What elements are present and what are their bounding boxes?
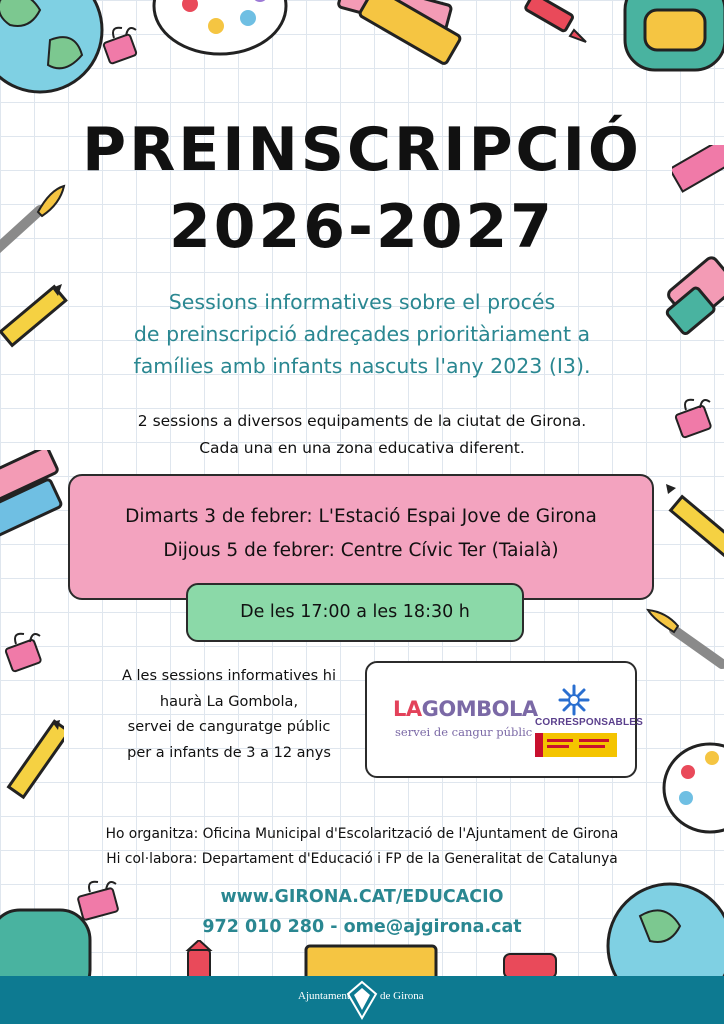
contact-info xyxy=(0,882,724,942)
page-title-line1: PREINSCRIPCIÓ xyxy=(82,115,642,185)
paintbrush-icon xyxy=(644,600,724,680)
website-link[interactable]: www.GIRONA.CAT/EDUCACIO xyxy=(220,887,504,907)
footer-label-right: de Girona xyxy=(380,990,424,1002)
phone-email[interactable]: 972 010 280 - ome@ajgirona.cat xyxy=(202,917,522,937)
corresponsables-label: CORRESPONSABLES xyxy=(535,717,644,728)
subtitle xyxy=(60,286,664,382)
binder-clip-icon xyxy=(672,394,722,444)
eraser-icon xyxy=(662,250,724,340)
lagombola-logo: LAGOMBOLA xyxy=(393,697,538,721)
collaborator-line: Hi col·labora: Departament d'Educació i FP de la Generalitat de Catalunya xyxy=(106,850,618,867)
childcare-info-line: haurà La Gombola, xyxy=(159,693,299,710)
sessions-info-line: Cada una en una zona educativa diferent. xyxy=(199,439,525,457)
corresponsables-logo-icon xyxy=(557,683,591,717)
subtitle-line: de preinscripció adreçades prioritàriament a xyxy=(133,322,591,346)
books-icon xyxy=(0,450,70,560)
globe-icon xyxy=(0,0,110,100)
session-dates-box xyxy=(68,474,654,600)
childcare-info-line: servei de canguratge públic xyxy=(127,719,331,735)
eraser-icon xyxy=(500,948,560,978)
books-icon xyxy=(330,0,470,70)
pencil-icon xyxy=(0,718,64,828)
organizers xyxy=(40,822,684,871)
organizer-line: Ho organitza: Oficina Municipal d'Escolarització de l'Ajuntament de Girona xyxy=(105,826,619,842)
spanish-government-logo-icon xyxy=(535,733,617,757)
childcare-info xyxy=(60,664,398,766)
footer-label-left: Ajuntament xyxy=(298,990,350,1002)
partner-logos-box xyxy=(365,661,644,778)
lagombola-tagline: servei de cangur públic xyxy=(395,725,533,739)
session-date-2: Dijous 5 de febrer: Centre Cívic Ter (Taialà) xyxy=(163,540,559,561)
paint-palette-icon xyxy=(150,0,290,58)
session-time-box: De les 17:00 a les 18:30 h xyxy=(186,583,524,642)
binder-clip-icon xyxy=(100,22,146,68)
crayon-icon xyxy=(520,0,590,50)
childcare-info-line: A les sessions informatives hi xyxy=(122,668,336,684)
subtitle-line: Sessions informatives sobre el procés xyxy=(168,290,556,314)
books-icon xyxy=(300,940,450,980)
subtitle-line: famílies amb infants nascuts l'any 2023 (I3). xyxy=(133,354,591,378)
sessions-info-line: 2 sessions a diversos equipaments de la ciutat de Girona. xyxy=(137,412,587,430)
sessions-info xyxy=(60,408,664,462)
ajuntament-crest-icon xyxy=(346,980,378,1020)
page-title-line2: 2026-2027 xyxy=(169,192,555,262)
pencil-icon xyxy=(660,478,724,568)
crayon-icon xyxy=(180,940,220,980)
session-date-1: Dimarts 3 de febrer: L'Estació Espai Jove de Girona xyxy=(125,506,597,527)
footer-bar xyxy=(0,976,724,1024)
binder-clip-icon xyxy=(2,628,52,678)
childcare-info-line: per a infants de 3 a 12 anys xyxy=(127,744,331,761)
backpack-icon xyxy=(615,0,724,90)
